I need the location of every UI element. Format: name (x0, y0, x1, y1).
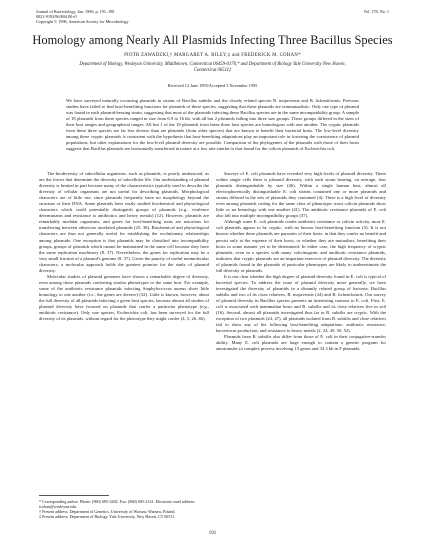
footnote-present-address-1: † Present address: Department of Genetics, University of Warsaw, Warsaw, Poland. (39, 509, 176, 514)
journal-copyright: Copyright © 1996, American Society for Microbiology (36, 19, 129, 24)
page-number: 191 (208, 531, 217, 536)
body-paragraph: It is not clear whether the high degree of plasmid diversity found in E. coli is typical of bacterial species. To address the issue of plasmid diversity more generally, we have investigated the diversity of plasmids in a distantly related group of bacteria, Bacillus subtilis and two of its close relatives, B. mojavensis (44) and B. licheniformis. Our survey of plasmid diversity in Bacillus species presents an interesting contrast to E. coli. First, E. coli is associated with mammalian hosts and B. subtilis and its close relatives live in soil (16). Second, almost all plasmids investigated thus far in B. subtilis are cryptic. With the exception of two plasmids (24, 47), all plasmids isolated from B. subtilis and close relatives fail to show any of the following host-benefiting adaptations: antibiotic resistance, bacteriocin production, and resistance to heavy metals (2, 24, 49, 50, 52). (216, 273, 386, 334)
body-column-left (39, 171, 209, 322)
article-authors: PIOTR ZAWADZKI,† MARGARET A. RILEY,‡ and FREDERICK M. COHAN* (124, 53, 301, 58)
journal-issn: 0021-9193/96/$04.00+0 (36, 14, 77, 19)
journal-citation: Journal of Bacteriology, Jan. 1996, p. 191–198 (36, 9, 115, 14)
article-affiliations: Department of Biology, Wesleyan University, Middletown, Connecticut 06459-0170,* and Department of Biology Yale University New Haven, Connecticut 06511‡ (79, 62, 346, 73)
footnote-corresponding: * Corresponding author. Phone: (860) 685-3482. Fax: (860) 685-2141. Electronic mail address: fcohan@wesleyan.edu. (39, 499, 196, 509)
body-paragraph: The biodiversity of subcellular organisms, such as plasmids, is poorly understood, as are the forces that determine the diversity of subcellular life. Our understanding of plasmid diversity is limited in part because many of the characteristics typically used to describe the diversity of cellular organisms are not useful for describing plasmids. Morphological characters are of little use, since plasmids frequently have no morphology beyond the structure of their DNA. Some plasmids have easily studied biochemical and physiological characters which could potentially distinguish groups of plasmids (e.g., virulence determinants and resistance to antibiotics and heavy metals) (12). However, plasmids are remarkably modular organisms, and genes for host-benefiting traits are notorious for transferring between otherwise unrelated plasmids (25, 38). Biochemical and physiological characters are thus not generally useful for establishing the evolutionary relationships among plasmids. One exception is that plasmids may be classified into incompatibility groups, groups of plasmids which cannot be maintained in the same cell because they have the same replication machinery (8, 37). Nevertheless, the genes for replication may be a very small fraction of a plasmid's genome (8, 37). Given the paucity of useful nonmolecular characters, a molecular approach holds the greatest promise for the study of plasmid diversity. (39, 171, 209, 273)
footnote-rule (39, 495, 109, 496)
body-paragraph: Although some E. coli plasmids confer antibiotic resistance or colicin activity, most E. coli plasmids appear to be cryptic, with no known host-benefiting function (5). It is not known whether these plasmids are parasites of their hosts, in that they confer no benefit and persist only at the expense of their hosts, or whether they are mutualists, benefiting their hosts in some manner yet to be determined. In either case, the high frequency of cryptic plasmids, even in a species with many colicinogenic and antibiotic resistance plasmids, indicates that cryptic plasmids are an important reservoir of plasmid diversity. The diversity of plasmids found in the plasmids of particular phenotypes are likely to underestimate the full diversity of plasmids. (216, 219, 386, 273)
received-dates: Received 12 June 1995/Accepted 3 November 1995 (167, 83, 258, 88)
abstract: We have surveyed naturally occurring plasmids in strains of Bacillus subtilis and the closely related species B. mojavensis and B. licheniformis. Previous studies have failed to find host-benefiting functions for plasmids of these species, suggesting that these plasmids are nonmutualistic. Only one type of plasmid was found in each plasmid-bearing strain, suggesting that most of the plasmids infecting these Bacillus species are in the same incompatibility group. A sample of 18 plasmids from these species ranged in size from 6.9 to 16 kb, with all but 2 plasmids falling into three size groups. These groups differed in the sizes of their host ranges and geographical ranges. All but 1 of the 18 plasmids from these three host species are homologous with one another. The cryptic plasmids from these three species are far less diverse than are plasmids (from other species) that are known to benefit their bacterial hosts. The low-level diversity among these cryptic plasmids is consistent with the hypothesis that host-benefiting adaptations play an important role in fostering the coexistence of plasmid populations, but other explanations for the low-level plasmid diversity are possible. Comparison of the phylogenies of the plasmids with those of their hosts suggests that Bacillus plasmids are horizontally transferred in nature at a low rate similar to that found for the colicin plasmids of Escherichia coli. (66, 98, 359, 151)
body-paragraph: Plasmids from B. subtilis also differ from those of E. coli in their conjugative-transfer ability. Many E. coli plasmids are large enough to contain a genetic program for autotransfer (a complex process involving 13 genes and 33.3 kb in F plasmids, (216, 334, 386, 352)
body-paragraph: Surveys of E. coli plasmids have revealed very high levels of plasmid diversity. These within single cells there is plasmid diversity, with each strain bearing, on average, four plasmids distinguishable by size (46). Within a single human host, almost all electrophoretically distinguishable E. coli strains contained one or more plasmids and strains differed in the sets of plasmids they contained (4). There is a high level of diversity even among plasmids coding for the same class of phenotype; most colicin plasmids show little or no homology with one another (41). The antibiotic resistance plasmids of E. coli also fall into multiple incompatibility groups (37). (216, 171, 386, 219)
footnotes (39, 499, 209, 519)
journal-volume: Vol. 178, No. 1 (363, 9, 389, 14)
body-paragraph: Molecular studies of plasmid genomes have shown a remarkable degree of diversity, even among those plasmids conferring similar phenotypes to the same host. For example, some of the antibiotic resistance plasmids infecting Staphylococcus aureus show little homology to one another (i.e., the genes are diverse) (32). Little is known, however, about the full diversity of all plasmids infecting a given host species, because almost all studies of plasmid diversity have focused on plasmids that confer a particular phenotype (e.g., antibiotic resistance). Only one species, Escherichia coli, has been surveyed for the full diversity of its plasmids, without regard for the phenotype they might confer (4, 5, 26, 46). (39, 273, 209, 322)
footnote-present-address-2: ‡ Present address: Department of Biology, Yale University, New Haven, CT 06511. (39, 514, 176, 519)
article-title: Homology among Nearly All Plasmids Infecting Three Bacillus Species (32, 33, 393, 47)
journal-header-left (36, 9, 256, 24)
body-column-right (216, 171, 386, 352)
